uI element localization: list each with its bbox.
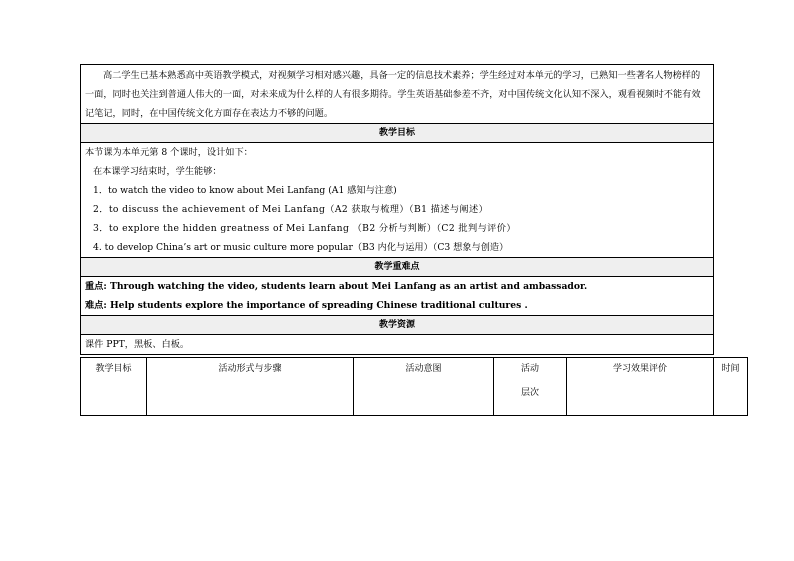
resources-heading: 教学资源 xyxy=(81,316,714,335)
objective-item-3: 3．to explore the hidden greatness of Mei Lanfang （B2 分析与判断）（C2 批判与评价） xyxy=(93,223,516,234)
objective-item-2: 2．to discuss the achievement of Mei Lanfang（A2 获取与梳理）（B1 描述与阐述） xyxy=(93,204,489,215)
difficult-point-text: Help students explore the importance of spreading Chinese traditional cultures . xyxy=(106,300,528,311)
key-points-heading: 教学重难点 xyxy=(81,258,714,277)
col-activity-level-line2: 层次 xyxy=(520,388,539,398)
col-activity-steps: 活动形式与步骤 xyxy=(147,358,354,416)
col-teaching-goal: 教学目标 xyxy=(81,358,147,416)
col-activity-level-line1: 活动 xyxy=(520,364,539,374)
activity-columns-table xyxy=(80,357,748,416)
key-point-label: 重点: xyxy=(85,281,107,292)
objective-item-1: 1．to watch the video to know about Mei Lanfang (A1 感知与注意) xyxy=(93,185,397,196)
key-point-line xyxy=(85,277,709,296)
key-point-text: Through watching the video, students learn about Mei Lanfang as an artist and ambassador. xyxy=(106,281,588,292)
key-points-cell xyxy=(81,277,714,316)
objectives-heading: 教学目标 xyxy=(81,124,714,143)
col-activity-level xyxy=(494,358,567,416)
col-learning-evaluation: 学习效果评价 xyxy=(567,358,714,416)
col-activity-intent: 活动意图 xyxy=(354,358,494,416)
student-analysis-paragraph: 高二学生已基本熟悉高中英语教学模式，对视频学习相对感兴趣，具备一定的信息技术素养；学生经过对本单元的学习，已熟知一些著名人物榜样的一面，同时也关注到普通人伟大的一面，对未来成为什么样的人有很多期待。学生英语基础参差不齐，对中国传统文化认知不深入，观看视频时不能有效记笔记，同时，在中国传统文化方面存在表达力不够的问题。 xyxy=(81,65,714,124)
objective-item-4: 4. to develop China’s art or music culture more popular（B3 内化与运用）（C3 想象与创造） xyxy=(93,242,509,253)
objectives-cell xyxy=(81,143,714,258)
difficult-point-label: 难点: xyxy=(85,300,107,311)
difficult-point-line xyxy=(85,296,709,315)
objectives-sub-lead: 在本课学习结束时，学生能够： xyxy=(93,166,222,177)
objectives-lead: 本节课为本单元第 8 个课时，设计如下： xyxy=(85,147,253,158)
lesson-plan-page xyxy=(80,64,747,398)
resources-text: 课件 PPT，黑板、白板。 xyxy=(81,335,714,355)
col-time: 时间 xyxy=(714,358,748,416)
lesson-plan-table xyxy=(80,64,714,355)
